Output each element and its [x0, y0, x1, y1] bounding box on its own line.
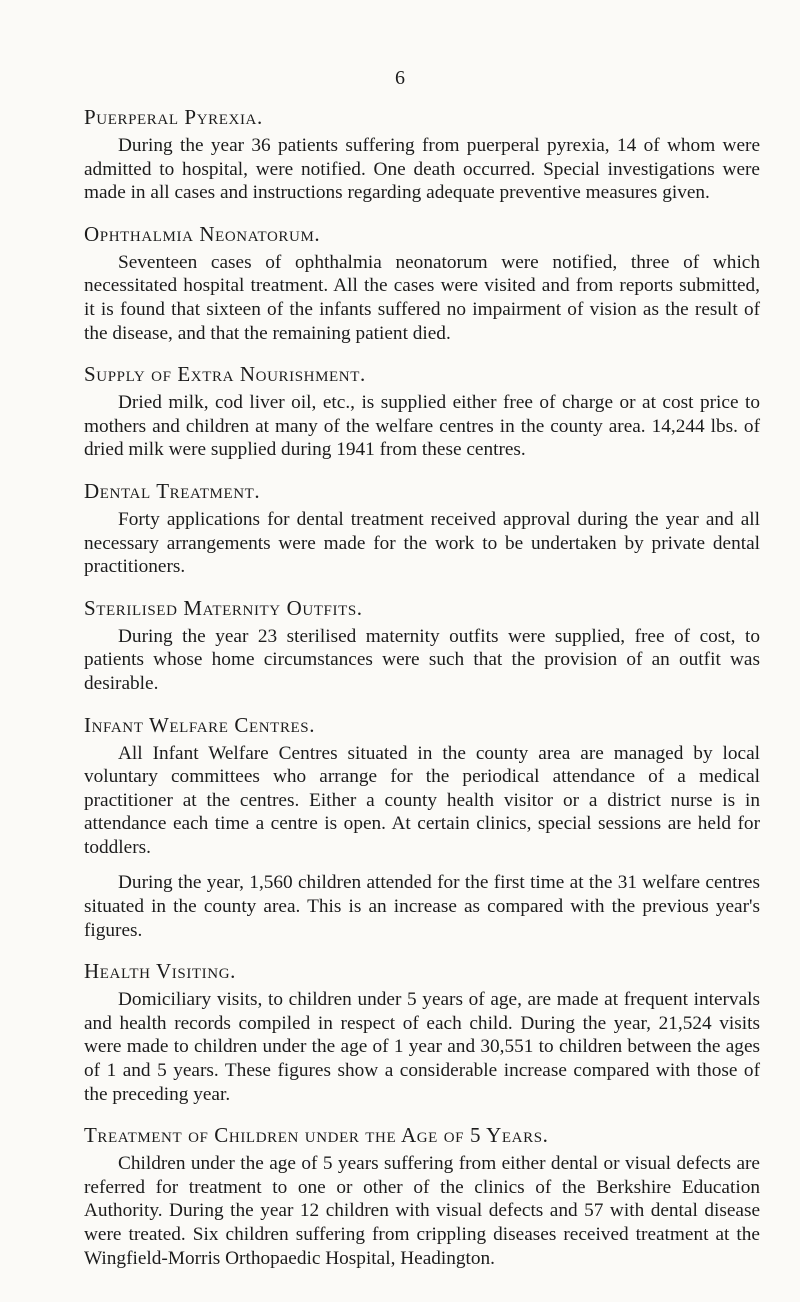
section-heading: Infant Welfare Centres.	[84, 712, 316, 737]
paragraph: During the year 23 sterilised maternity outfits were supplied, free of cost, to patients whose home circumstances were such that the provision of an outfit was desirable.	[84, 625, 760, 694]
section-ophthalmia-neonatorum	[84, 221, 760, 345]
section-heading: Treatment of Children under the Age of 5 Years.	[84, 1123, 549, 1148]
section-heading: Puerperal Pyrexia.	[84, 105, 263, 129]
section-puerperal-pyrexia	[84, 104, 760, 205]
section-heading: Sterilised Maternity Outfits.	[84, 595, 363, 620]
section-heading: Dental Treatment.	[84, 478, 261, 503]
paragraph: All Infant Welfare Centres situated in the county area are managed by local voluntary committees who arrange for the periodical attendance of a medical practitioner at the centres. Either a county health visitor or a district nurse is in attendance each time a centre is open. At certain clinics, special sessions are held for toddlers.	[84, 742, 760, 858]
section-heading: Ophthalmia Neonatorum.	[84, 221, 321, 246]
paragraph: During the year, 1,560 children attended for the first time at the 31 welfare centres situated in the county area. This is an increase as compared with the previous year's figures.	[84, 872, 760, 941]
section-dental-treatment	[84, 478, 760, 579]
paragraph: Domiciliary visits, to children under 5 years of age, are made at frequent intervals and health records compiled in respect of each child. During the year, 21,524 visits were made to children under the age of 1 year and 30,551 to children between the ages of 1 and 5 years. These figures show a considerable increase compared with those of the preceding year.	[84, 989, 760, 1105]
paragraph: Children under the age of 5 years suffering from either dental or visual defects are referred for treatment to one or other of the clinics of the Berkshire Education Authority. During the year 12 children with visual defects and 57 with dental disease were treated. Six children suffering from crippling diseases received treatment at the Wingfield-Morris Orthopaedic Hospital, Headington.	[84, 1153, 760, 1269]
section-sterilised-maternity-outfits	[84, 595, 760, 696]
paragraph: Dried milk, cod liver oil, etc., is supplied either free of charge or at cost price to mothers and children at many of the welfare centres in the county area. 14,244 lbs. of dried milk were supplied during 1941 from these centres.	[84, 392, 760, 461]
document-body	[84, 104, 760, 1270]
section-health-visiting	[84, 958, 760, 1106]
section-treatment-children-under-5	[84, 1122, 760, 1270]
paragraph: During the year 36 patients suffering from puerperal pyrexia, 14 of whom were admitted to hospital, were notified. One death occurred. Special investigations were made in all cases and instructions regarding adequate preventive measures given.	[84, 135, 760, 204]
paragraph: Forty applications for dental treatment received approval during the year and all necessary arrangements were made for the work to be undertaken by private dental practitioners.	[84, 508, 760, 578]
section-heading: Health Visiting.	[84, 959, 236, 984]
page-number: 6	[395, 67, 405, 89]
section-heading: Supply of Extra Nourishment.	[84, 362, 366, 387]
paragraph: Seventeen cases of ophthalmia neonatorum were notified, three of which necessitated hospital treatment. All the cases were visited and from reports submitted, it is found that sixteen of the infants suffered no impairment of vision as the result of the disease, and that the remaining patient died.	[84, 251, 760, 344]
section-extra-nourishment	[84, 361, 760, 462]
section-infant-welfare-centres	[84, 712, 760, 943]
